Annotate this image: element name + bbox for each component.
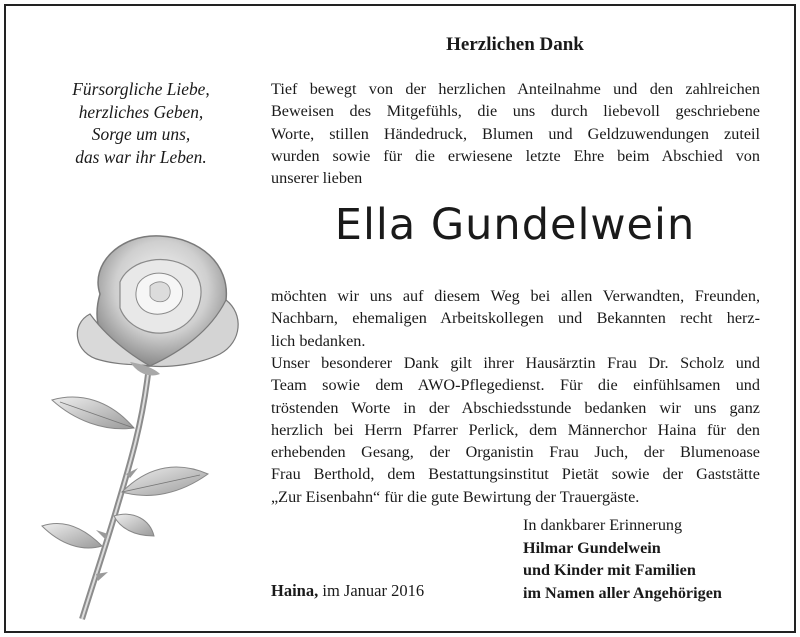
deceased-name: Ella Gundelwein <box>334 200 696 250</box>
signature-block <box>523 514 722 604</box>
signature-name: im Namen aller Angehörigen <box>523 583 722 602</box>
text-line: tröstenden Worte in der Abschiedsstunde bedanken wir uns ganz <box>271 398 760 417</box>
thanks-paragraph <box>271 285 760 352</box>
text-line: möchten wir uns auf diesem Weg bei allen Verwandten, Freunden, <box>271 287 760 305</box>
rose-icon <box>30 224 270 624</box>
text-line: unserer lieben <box>271 169 363 188</box>
poem-line: das war ihr Leben. <box>75 146 207 167</box>
text-line: „Zur Eisenbahn“ für die gute Bewirtung der Trauergäste. <box>271 487 640 506</box>
text-line: herzlich bei Herrn Pfarrer Perlick, dem Männerchor Haina für den <box>271 420 760 439</box>
text-line: lich bedanken. <box>271 331 366 350</box>
signature-greeting: In dankbarer Erinnerung <box>523 516 683 534</box>
date: im Januar 2016 <box>322 581 425 600</box>
text-line: Tief bewegt von der herzlichen Anteilnahme und den zahlreichen <box>271 80 760 98</box>
text-line: erhebenden Gesang, der Organistin Frau Juch, der Blumenoase <box>271 443 760 462</box>
signature-name: Hilmar Gundelwein <box>523 538 661 557</box>
poem <box>30 78 252 168</box>
intro-paragraph <box>271 78 760 189</box>
poem-line: Fürsorgliche Liebe, <box>72 79 210 99</box>
text-line: Team sowie dem AWO-Pflegedienst. Für die einfühlsamen und <box>271 376 760 395</box>
special-thanks-paragraph <box>271 352 760 508</box>
text-line: Unser besonderer Dank gilt ihrer Hausärztin Frau Dr. Scholz und <box>271 354 760 372</box>
text-line: Nachbarn, ehemaligen Arbeitskollegen und Bekannten recht herz- <box>271 309 760 328</box>
place-date <box>271 581 424 601</box>
signature-name: und Kinder mit Familien <box>523 561 696 579</box>
notice-heading: Herzlichen Dank <box>446 34 584 55</box>
text-line: Worte, stillen Händedruck, Blumen und Geldzuwendungen zuteil <box>271 124 760 143</box>
place: Haina, <box>271 581 319 600</box>
poem-line: Sorge um uns, <box>91 124 191 144</box>
poem-line: herzliches Geben, <box>78 101 204 122</box>
text-line: Beweisen des Mitgefühls, die uns durch liebevoll geschriebene <box>271 102 760 121</box>
text-line: wurden sowie für die erwiesene letzte Ehre beim Abschied von <box>271 146 760 165</box>
text-line: Frau Berthold, dem Bestattungsinstitut Pietät sowie der Gaststätte <box>271 465 760 484</box>
